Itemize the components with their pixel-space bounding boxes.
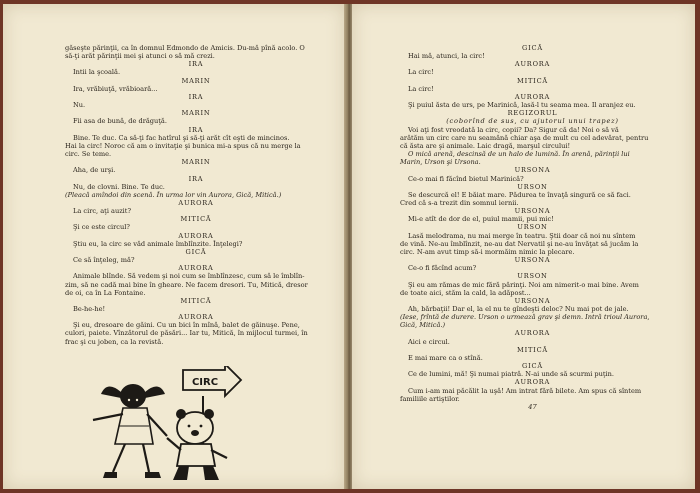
dialogue-line: Mi-e atît de dor de el, puiul mamii, pui mic!	[408, 215, 554, 224]
dialogue-line: Fii asa de bună, de drăguţă.	[73, 117, 167, 126]
speaker-name: MARIN	[181, 109, 211, 118]
speaker-name: MITICĂ	[517, 345, 548, 354]
text-line: că ăsta are şi animale. Laic dragă, marşul circului!	[400, 141, 571, 150]
girl-figure	[93, 384, 167, 478]
text-line: Hai la circ! Noroc că am o invitaţie şi bunica mi-a spus că nu merge la	[65, 141, 301, 150]
text-line: culori, paiete. Vînzătorul de păsări... Iar tu, Mitică, în mijlocul turmei, în	[65, 329, 308, 338]
speaker-name: URSON	[517, 272, 548, 281]
speaker-name: AURORA	[178, 264, 214, 273]
dialogue-line: Ira, vrăbiuţă, vrăbioară...	[73, 84, 158, 93]
dialogue-line: Aici e circul.	[408, 337, 450, 346]
speaker-name: AURORA	[514, 329, 551, 338]
dialogue-line: Intii la şcoală.	[73, 68, 121, 77]
speaker-name: IRA	[188, 60, 204, 69]
speaker-name: URSONA	[514, 296, 551, 305]
dialogue-line: Bine. Te duc. Ca să-ţi fac hatîrul şi să-ţi arăt cît eşti de mincinos.	[73, 133, 290, 142]
speaker-name: URSONA	[514, 207, 551, 216]
speaker-name: URSON	[517, 182, 548, 191]
stage-direction: O mică arenă, descinsă de un halo de lumină. În arenă, părinţii lui	[408, 150, 630, 159]
text-line: circ. N-am avut timp să-i mormăim nimic la plecare.	[400, 247, 575, 256]
right-page	[352, 4, 695, 489]
dialogue-line: Lasă melodrama, nu mai merge în teatru. Ştii doar că noi nu sîntem	[408, 231, 636, 240]
stage-direction: (Iese, frîntă de durere. Urson o urmează grav şi demn. Intră trioul Aurora,	[400, 313, 650, 322]
dialogue-line: Şi puiul ăsta de urs, pe Marinică, lasă-l tu seama mea. Il aranjez eu.	[408, 101, 636, 110]
speaker-name: AURORA	[514, 92, 551, 101]
speaker-name: MITICĂ	[517, 76, 548, 85]
dialogue-line: Voi aţi fost vreodată la circ, copii? Da? Sigur că da! Noi o să vă	[408, 125, 619, 134]
speaker-name: AURORA	[178, 231, 214, 240]
text-line: circ. Se teme.	[65, 150, 112, 159]
dialogue-line: Ah, bărbaţii! Dar el, la el nu te gîndeşti deloc? Nu mai pot de jale.	[408, 305, 629, 313]
dialogue-line: La circ!	[408, 68, 434, 77]
text-line: zim, să ne cadă mai bine în gheare. Ne facem dresori. Tu, Mitică, dresor	[65, 280, 308, 289]
dialogue-line: Animale blînde. Să vedem şi noi cum se îmblînzesc, cum să le îmblîn-	[73, 272, 305, 281]
text-line: găseşte părinţii, ca în domnul Edmondo de Amicis. Du-mă pînă acolo. O	[65, 44, 305, 52]
speaker-name: GICĂ	[522, 44, 543, 52]
left-page-text	[65, 44, 327, 346]
speaker-name: MARIN	[181, 76, 211, 85]
dialogue-line: Be-he-he!	[73, 305, 106, 313]
stage-direction: Marin, Urson şi Ursona.	[400, 158, 481, 167]
dialogue-line: Şi eu am rămas de mic fără părinţi. Noi am nimerit-o mai bine. Avem	[408, 280, 639, 289]
text-line: de toate aici, stăm la cald, la adăpost...	[400, 288, 531, 297]
speaker-name: IRA	[188, 125, 204, 134]
circ-sign-text: CIRC	[191, 377, 219, 388]
text-line: Cred că s-a trezit din somnul iernii.	[400, 198, 519, 207]
text-line: de vină. Ne-au îmblînzit, ne-au dat Nervatil şi ne-au învăţat să jucăm la	[400, 239, 639, 248]
dialogue-line: Hai mă, atunci, la circ!	[408, 52, 485, 61]
dialogue-line: Ce-o mai fi făcînd bietul Marinică?	[408, 174, 524, 183]
dialogue-line: Ce de lumini, mă! Şi numai piatră. N-ai unde să scurmi puţin.	[408, 370, 615, 379]
stage-direction: (Pleacă amîndoi din scenă. În urma lor vin Aurora, Gică, Mitică.)	[65, 190, 282, 199]
dialogue-line: E mai mare ca o stînă.	[408, 353, 483, 362]
left-page	[3, 4, 345, 489]
dialogue-line: Nu.	[73, 101, 86, 110]
right-page-text	[400, 44, 665, 411]
speaker-name: AURORA	[178, 313, 214, 322]
speaker-name: AURORA	[514, 378, 551, 387]
speaker-name: AURORA	[178, 198, 214, 207]
speaker-name: AURORA	[514, 60, 551, 69]
dialogue-line: La circ!	[408, 84, 434, 93]
speaker-name: GICĂ	[185, 247, 207, 256]
circus-illustration	[55, 366, 245, 484]
page-number: 47	[528, 402, 537, 411]
text-line: arătăm un circ care nu seamănă chiar aşa de mult cu cel adevărat, pentru	[400, 133, 649, 142]
dialogue-line: Cum i-am mai păcălit la uşă! Am intrat fără bilete. Am spus că sîntem	[408, 386, 642, 395]
speaker-name: URSONA	[514, 166, 551, 175]
bear-cub-figure	[167, 409, 227, 480]
speaker-name: IRA	[188, 92, 204, 101]
dialogue-line: Nu, de clovni. Bine. Te duc.	[73, 182, 165, 191]
dialogue-line: Aha, de urşi.	[73, 166, 116, 175]
text-line: să-ţi arăt părinţii mei şi atunci o să mă crezi.	[65, 52, 215, 61]
dialogue-line: Şi eu, dresoare de găini. Cu un bici în mînă, balet de găinuşe. Pene,	[73, 321, 300, 330]
speaker-name: URSON	[517, 223, 548, 232]
dialogue-line: Ce-o fi făcînd acum?	[408, 264, 477, 273]
text-line: frac şi cu joben, ca la revistă.	[65, 337, 164, 346]
text-line: familiile artiştilor.	[400, 394, 460, 403]
speaker-name: URSONA	[514, 256, 551, 265]
stage-direction: Gică, Mitică.)	[400, 321, 446, 330]
speaker-name: MITICĂ	[180, 296, 212, 305]
stage-direction: (coborînd de sus, cu ajutorul unui trapez)	[446, 117, 619, 126]
dialogue-line: Ce să înţeleg, mă?	[73, 256, 135, 265]
dialogue-line: Se descurcă el! E băiat mare. Pădurea te învaţă singură ce să faci.	[408, 190, 631, 199]
text-line: de oi, ca în La Fontaine.	[65, 288, 146, 297]
speaker-name: REGIZORUL	[507, 109, 558, 118]
dialogue-line: La circ, aţi auzit?	[73, 207, 131, 216]
speaker-name: MITICĂ	[180, 215, 212, 224]
speaker-name: MARIN	[181, 158, 211, 167]
dialogue-line: Şi ce este circul?	[73, 223, 130, 232]
dialogue-line: Ştiu eu, la circ se văd animale îmblînzite. Înţelegi?	[73, 239, 243, 248]
speaker-name: GICĂ	[522, 362, 543, 371]
speaker-name: IRA	[188, 174, 204, 183]
